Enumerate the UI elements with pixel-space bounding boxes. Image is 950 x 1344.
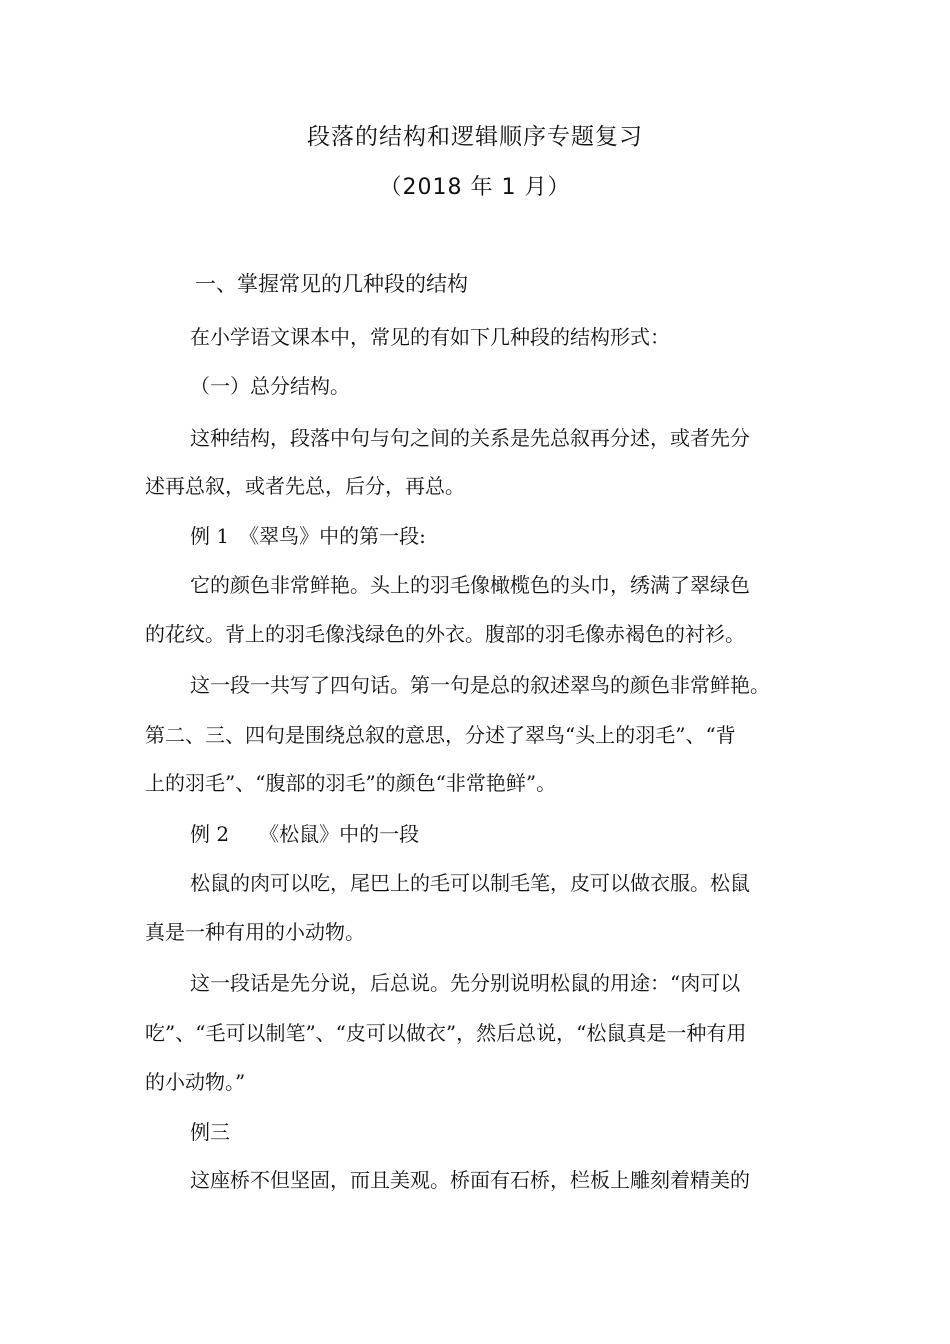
section-heading: 一、掌握常见的几种段的结构 <box>195 272 468 296</box>
subsection-heading: （一）总分结构。 <box>190 374 350 398</box>
example-3-text-line-1: 这座桥不但坚固，而且美观。桥面有石桥，栏板上雕刻着精美的 <box>190 1168 750 1192</box>
example-1-analysis-line-2: 第二、三、四句是围绕总叙的意思，分述了翠鸟“头上的羽毛”、“背 <box>145 723 736 747</box>
description-line-2: 述再总叙，或者先总，后分，再总。 <box>145 474 465 498</box>
example-3-label: 例三 <box>190 1120 230 1144</box>
example-1-text-line-2: 的花纹。背上的羽毛像浅绿色的外衣。腹部的羽毛像赤褐色的衬衫。 <box>145 622 745 646</box>
example-2-analysis-line-1: 这一段话是先分说，后总说。先分别说明松鼠的用途：“肉可以 <box>190 971 741 995</box>
example-1-text-line-1: 它的颜色非常鲜艳。头上的羽毛像橄榄色的头巾，绣满了翠绿色 <box>190 573 750 597</box>
example-1-label: 例 1 《翠鸟》中的第一段: <box>190 524 426 548</box>
example-2-analysis-line-2: 吃”、“毛可以制笔”、“皮可以做衣”，然后总说，“松鼠真是一种有用 <box>145 1021 747 1045</box>
description-line-1: 这种结构，段落中句与句之间的关系是先总叙再分述，或者先分 <box>190 426 750 450</box>
document-date: （2018 年 1 月） <box>379 175 571 200</box>
intro-paragraph: 在小学语文课本中，常见的有如下几种段的结构形式： <box>190 325 670 349</box>
example-2-analysis-line-3: 的小动物。” <box>145 1070 246 1094</box>
example-2-label: 例 2 《松鼠》中的一段 <box>190 822 420 846</box>
example-2-text-line-1: 松鼠的肉可以吃，尾巴上的毛可以制毛笔，皮可以做衣服。松鼠 <box>190 871 750 895</box>
example-1-analysis-line-3: 上的羽毛”、“腹部的羽毛”的颜色“非常艳鲜”。 <box>145 771 557 795</box>
document-title: 段落的结构和逻辑顺序专题复习 <box>307 124 643 150</box>
example-1-analysis-line-1: 这一段一共写了四句话。第一句是总的叙述翠鸟的颜色非常鲜艳。 <box>190 673 770 697</box>
example-2-text-line-2: 真是一种有用的小动物。 <box>145 920 365 944</box>
